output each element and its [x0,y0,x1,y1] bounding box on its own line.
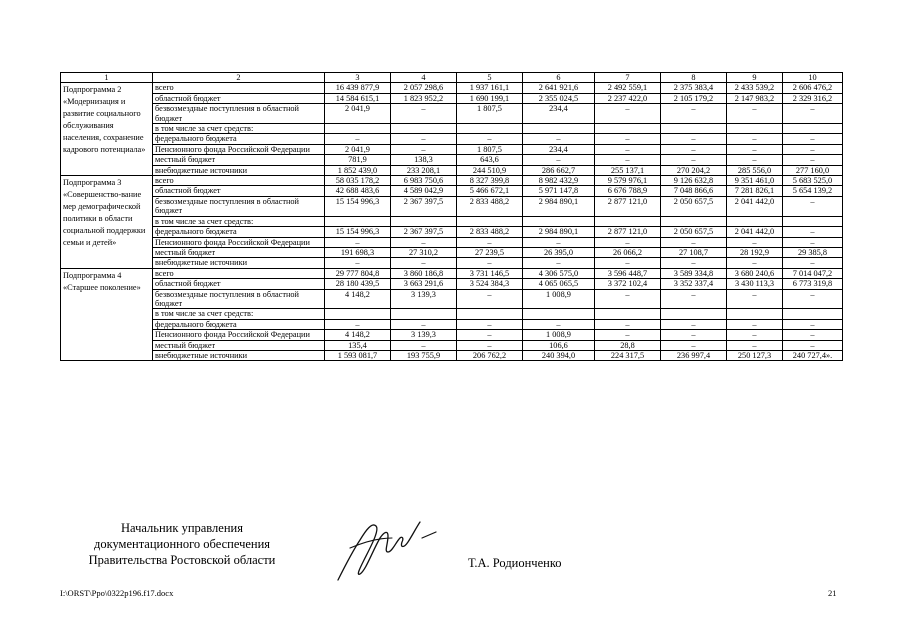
amount-cell [661,216,727,226]
header-cell: 4 [391,73,457,83]
amount-cell: 2 606 476,2 [783,83,843,93]
amount-cell: 5 466 672,1 [457,186,523,196]
funding-source-cell: федерального бюджета [153,227,325,237]
table-row [61,196,843,216]
amount-cell: 6 773 319,8 [783,279,843,289]
amount-cell: 138,3 [391,155,457,165]
table-row [61,268,843,278]
amount-cell: – [783,104,843,124]
amount-cell: 26 066,2 [595,247,661,257]
amount-cell: 2 147 983,2 [727,93,783,103]
budget-table [60,72,843,361]
amount-cell: 6 983 750,6 [391,176,457,186]
table-row [61,330,843,340]
table-row [61,134,843,144]
table-row [61,350,843,360]
table-row [61,155,843,165]
amount-cell: – [595,104,661,124]
table-row [61,124,843,134]
amount-cell: 1 593 081,7 [325,350,391,360]
table-row [61,104,843,124]
amount-cell: 29 777 804,8 [325,268,391,278]
amount-cell: 1 937 161,1 [457,83,523,93]
amount-cell: – [523,237,595,247]
amount-cell [523,216,595,226]
amount-cell: 2 329 316,2 [783,93,843,103]
table-row [61,93,843,103]
amount-cell: 2 833 488,2 [457,227,523,237]
funding-source-cell: внебюджетные источники [153,165,325,175]
amount-cell: 234,4 [523,144,595,154]
amount-cell: 27 310,2 [391,247,457,257]
amount-cell: 4 589 042,9 [391,186,457,196]
amount-cell: – [457,289,523,309]
amount-cell: 2 041,9 [325,144,391,154]
amount-cell: 4 306 575,0 [523,268,595,278]
amount-cell: 15 154 996,3 [325,196,391,216]
amount-cell: 1 008,9 [523,330,595,340]
amount-cell [325,216,391,226]
table-row [61,289,843,309]
funding-source-cell: Пенсионного фонда Российской Федерации [153,330,325,340]
funding-source-cell: Пенсионного фонда Российской Федерации [153,237,325,247]
amount-cell: 3 596 448,7 [595,268,661,278]
funding-source-cell: местный бюджет [153,155,325,165]
amount-cell: – [595,289,661,309]
amount-cell: – [727,319,783,329]
amount-cell: 2 050 657,5 [661,227,727,237]
amount-cell [523,309,595,319]
signer-position-line: документационного обеспечения [93,537,271,551]
amount-cell [727,124,783,134]
amount-cell: – [595,134,661,144]
funding-source-cell: Пенсионного фонда Российской Федерации [153,144,325,154]
amount-cell: 236 997,4 [661,350,727,360]
amount-cell: 233 208,1 [391,165,457,175]
amount-cell: – [661,134,727,144]
amount-cell: – [523,258,595,268]
header-cell: 6 [523,73,595,83]
amount-cell: 29 385,8 [783,247,843,257]
amount-cell: 3 139,3 [391,289,457,309]
table-row [61,319,843,329]
signer-position-line: Правительства Ростовской области [88,553,276,567]
amount-cell: 2 355 024,5 [523,93,595,103]
table-row [61,258,843,268]
funding-source-cell: безвозмездные поступления в областной бюджет [153,289,325,309]
amount-cell: 16 439 877,9 [325,83,391,93]
funding-source-cell: местный бюджет [153,247,325,257]
funding-source-cell: в том числе за счет средств: [153,216,325,226]
amount-cell: 28 180 439,5 [325,279,391,289]
table-row [61,237,843,247]
amount-cell: 286 662,7 [523,165,595,175]
amount-cell: 5 654 139,2 [783,186,843,196]
amount-cell: 2 367 397,5 [391,196,457,216]
amount-cell: 9 126 632,8 [661,176,727,186]
amount-cell [595,124,661,134]
amount-cell: – [661,289,727,309]
amount-cell: – [661,144,727,154]
table-row [61,279,843,289]
table-row [61,247,843,257]
header-cell: 8 [661,73,727,83]
amount-cell: 193 755,9 [391,350,457,360]
funding-source-cell: местный бюджет [153,340,325,350]
header-cell: 7 [595,73,661,83]
funding-source-cell: всего [153,268,325,278]
amount-cell: – [727,134,783,144]
amount-cell: – [661,258,727,268]
amount-cell: 4 148,2 [325,330,391,340]
amount-cell: – [727,237,783,247]
handwritten-signature [330,508,440,588]
amount-cell: 3 139,3 [391,330,457,340]
amount-cell: – [391,237,457,247]
signer-name: Т.А. Родионченко [468,556,562,570]
amount-cell: 3 430 113,3 [727,279,783,289]
amount-cell: 2 877 121,0 [595,227,661,237]
amount-cell: – [595,258,661,268]
amount-cell: – [661,104,727,124]
amount-cell: – [661,340,727,350]
amount-cell: – [523,155,595,165]
header-cell: 1 [61,73,153,83]
amount-cell: – [595,237,661,247]
amount-cell: – [523,134,595,144]
amount-cell [457,216,523,226]
amount-cell: – [457,134,523,144]
amount-cell: 3 372 102,4 [595,279,661,289]
amount-cell: – [457,340,523,350]
amount-cell: – [595,330,661,340]
amount-cell: 15 154 996,3 [325,227,391,237]
amount-cell: 2 833 488,2 [457,196,523,216]
amount-cell: – [783,227,843,237]
amount-cell: 8 982 432,9 [523,176,595,186]
amount-cell: 9 351 461,0 [727,176,783,186]
amount-cell: – [661,237,727,247]
amount-cell [595,216,661,226]
amount-cell: 3 860 186,8 [391,268,457,278]
file-path: I:\ORST\Ppo\0322p196.f17.docx [60,588,174,598]
subprogram-name-cell: Подпрограмма 2 «Модернизация и развитие социального обслуживания населения, сохранение кадрового потенциала» [61,83,153,176]
amount-cell: – [783,144,843,154]
amount-cell: 244 510,9 [457,165,523,175]
amount-cell: 781,9 [325,155,391,165]
amount-cell: 191 698,3 [325,247,391,257]
amount-cell: – [783,196,843,216]
amount-cell: – [661,330,727,340]
amount-cell [783,124,843,134]
amount-cell: 2 984 890,1 [523,196,595,216]
amount-cell: – [727,289,783,309]
amount-cell: 285 556,0 [727,165,783,175]
amount-cell: 2 877 121,0 [595,196,661,216]
signature-title-block [62,520,302,568]
subprogram-name-cell: Подпрограмма 3 «Совершенство-вание мер демографической политики в области социальной поддержки семьи и детей» [61,176,153,269]
amount-cell: 1 807,5 [457,144,523,154]
amount-cell: 1 823 952,2 [391,93,457,103]
amount-cell: 2 041 442,0 [727,196,783,216]
amount-cell: – [391,319,457,329]
amount-cell: 2 641 921,6 [523,83,595,93]
amount-cell [523,124,595,134]
amount-cell: 2 041,9 [325,104,391,124]
amount-cell: 14 584 615,1 [325,93,391,103]
header-cell: 2 [153,73,325,83]
funding-source-cell: безвозмездные поступления в областной бюджет [153,104,325,124]
amount-cell: 255 137,1 [595,165,661,175]
amount-cell: 7 048 866,6 [661,186,727,196]
amount-cell: 234,4 [523,104,595,124]
amount-cell: – [391,134,457,144]
amount-cell: 2 057 298,6 [391,83,457,93]
amount-cell: 7 014 047,2 [783,268,843,278]
amount-cell: 2 050 657,5 [661,196,727,216]
amount-cell: 5 683 525,0 [783,176,843,186]
amount-cell: – [595,144,661,154]
amount-cell: – [727,258,783,268]
signer-position-line: Начальник управления [121,521,243,535]
amount-cell: 3 589 334,8 [661,268,727,278]
amount-cell: – [783,340,843,350]
amount-cell [325,124,391,134]
amount-cell: 106,6 [523,340,595,350]
amount-cell: 1 690 199,1 [457,93,523,103]
amount-cell: – [325,319,391,329]
amount-cell: 2 237 422,0 [595,93,661,103]
amount-cell: – [727,330,783,340]
amount-cell [391,309,457,319]
amount-cell [783,216,843,226]
amount-cell: – [727,340,783,350]
funding-source-cell: в том числе за счет средств: [153,309,325,319]
amount-cell: – [457,319,523,329]
table-row [61,309,843,319]
amount-cell: – [457,258,523,268]
amount-cell: 3 731 146,5 [457,268,523,278]
amount-cell [457,309,523,319]
amount-cell: – [727,104,783,124]
page-number: 21 [828,588,837,598]
amount-cell: 8 327 399,8 [457,176,523,186]
amount-cell: – [783,155,843,165]
amount-cell: 58 035 178,2 [325,176,391,186]
amount-cell: 4 148,2 [325,289,391,309]
table-row [61,83,843,93]
amount-cell: 9 579 976,1 [595,176,661,186]
amount-cell: – [783,289,843,309]
amount-cell [661,124,727,134]
table-row [61,216,843,226]
amount-cell: 4 065 065,5 [523,279,595,289]
amount-cell: 643,6 [457,155,523,165]
amount-cell: – [661,319,727,329]
amount-cell: 2 367 397,5 [391,227,457,237]
header-cell: 3 [325,73,391,83]
amount-cell: – [523,319,595,329]
table-row [61,176,843,186]
funding-source-cell: областной бюджет [153,93,325,103]
amount-cell: 206 762,2 [457,350,523,360]
amount-cell: 7 281 826,1 [727,186,783,196]
amount-cell: 3 524 384,3 [457,279,523,289]
amount-cell: 5 971 147,8 [523,186,595,196]
amount-cell: 240 394,0 [523,350,595,360]
funding-source-cell: областной бюджет [153,279,325,289]
amount-cell: 2 433 539,2 [727,83,783,93]
amount-cell: 2 984 890,1 [523,227,595,237]
table-row [61,186,843,196]
amount-cell: 26 395,0 [523,247,595,257]
amount-cell: – [783,319,843,329]
amount-cell: 2 041 442,0 [727,227,783,237]
amount-cell: 224 317,5 [595,350,661,360]
table-row [61,227,843,237]
amount-cell [661,309,727,319]
table-header-row [61,73,843,83]
funding-source-cell: внебюджетные источники [153,258,325,268]
funding-source-cell: всего [153,176,325,186]
amount-cell: 3 663 291,6 [391,279,457,289]
amount-cell: – [783,330,843,340]
amount-cell: – [325,237,391,247]
amount-cell: – [783,237,843,247]
amount-cell [325,309,391,319]
table-body [61,73,843,361]
header-cell: 5 [457,73,523,83]
amount-cell: – [661,155,727,165]
funding-source-cell: безвозмездные поступления в областной бюджет [153,196,325,216]
amount-cell: – [391,144,457,154]
amount-cell: 28 192,9 [727,247,783,257]
amount-cell: – [727,144,783,154]
amount-cell: 2 375 383,4 [661,83,727,93]
amount-cell: – [457,330,523,340]
table-row [61,144,843,154]
amount-cell: – [727,155,783,165]
amount-cell: 42 688 483,6 [325,186,391,196]
amount-cell: 3 680 240,6 [727,268,783,278]
amount-cell: 240 727,4». [783,350,843,360]
amount-cell: 6 676 788,9 [595,186,661,196]
funding-source-cell: федерального бюджета [153,319,325,329]
amount-cell: 250 127,3 [727,350,783,360]
amount-cell [391,124,457,134]
amount-cell: – [457,237,523,247]
funding-source-cell: внебюджетные источники [153,350,325,360]
funding-source-cell: всего [153,83,325,93]
amount-cell: – [783,134,843,144]
amount-cell: – [595,155,661,165]
funding-source-cell: федерального бюджета [153,134,325,144]
amount-cell [595,309,661,319]
amount-cell: 1 807,5 [457,104,523,124]
amount-cell: 3 352 337,4 [661,279,727,289]
table-row [61,340,843,350]
amount-cell: 135,4 [325,340,391,350]
amount-cell: 27 108,7 [661,247,727,257]
amount-cell: – [783,258,843,268]
amount-cell: 270 204,2 [661,165,727,175]
amount-cell: 1 008,9 [523,289,595,309]
amount-cell [457,124,523,134]
amount-cell: – [325,134,391,144]
funding-source-cell: областной бюджет [153,186,325,196]
amount-cell: 28,8 [595,340,661,350]
amount-cell: – [325,258,391,268]
header-cell: 10 [783,73,843,83]
amount-cell: 2 492 559,1 [595,83,661,93]
amount-cell: 277 160,0 [783,165,843,175]
amount-cell: 27 239,5 [457,247,523,257]
amount-cell: – [391,104,457,124]
header-cell: 9 [727,73,783,83]
amount-cell: – [391,340,457,350]
table-row [61,165,843,175]
subprogram-name-cell: Подпрограмма 4 «Старшее поколение» [61,268,153,361]
amount-cell: – [391,258,457,268]
amount-cell [727,309,783,319]
amount-cell [391,216,457,226]
amount-cell: – [595,319,661,329]
funding-source-cell: в том числе за счет средств: [153,124,325,134]
amount-cell: 2 105 179,2 [661,93,727,103]
amount-cell: 1 852 439,0 [325,165,391,175]
amount-cell [783,309,843,319]
amount-cell [727,216,783,226]
